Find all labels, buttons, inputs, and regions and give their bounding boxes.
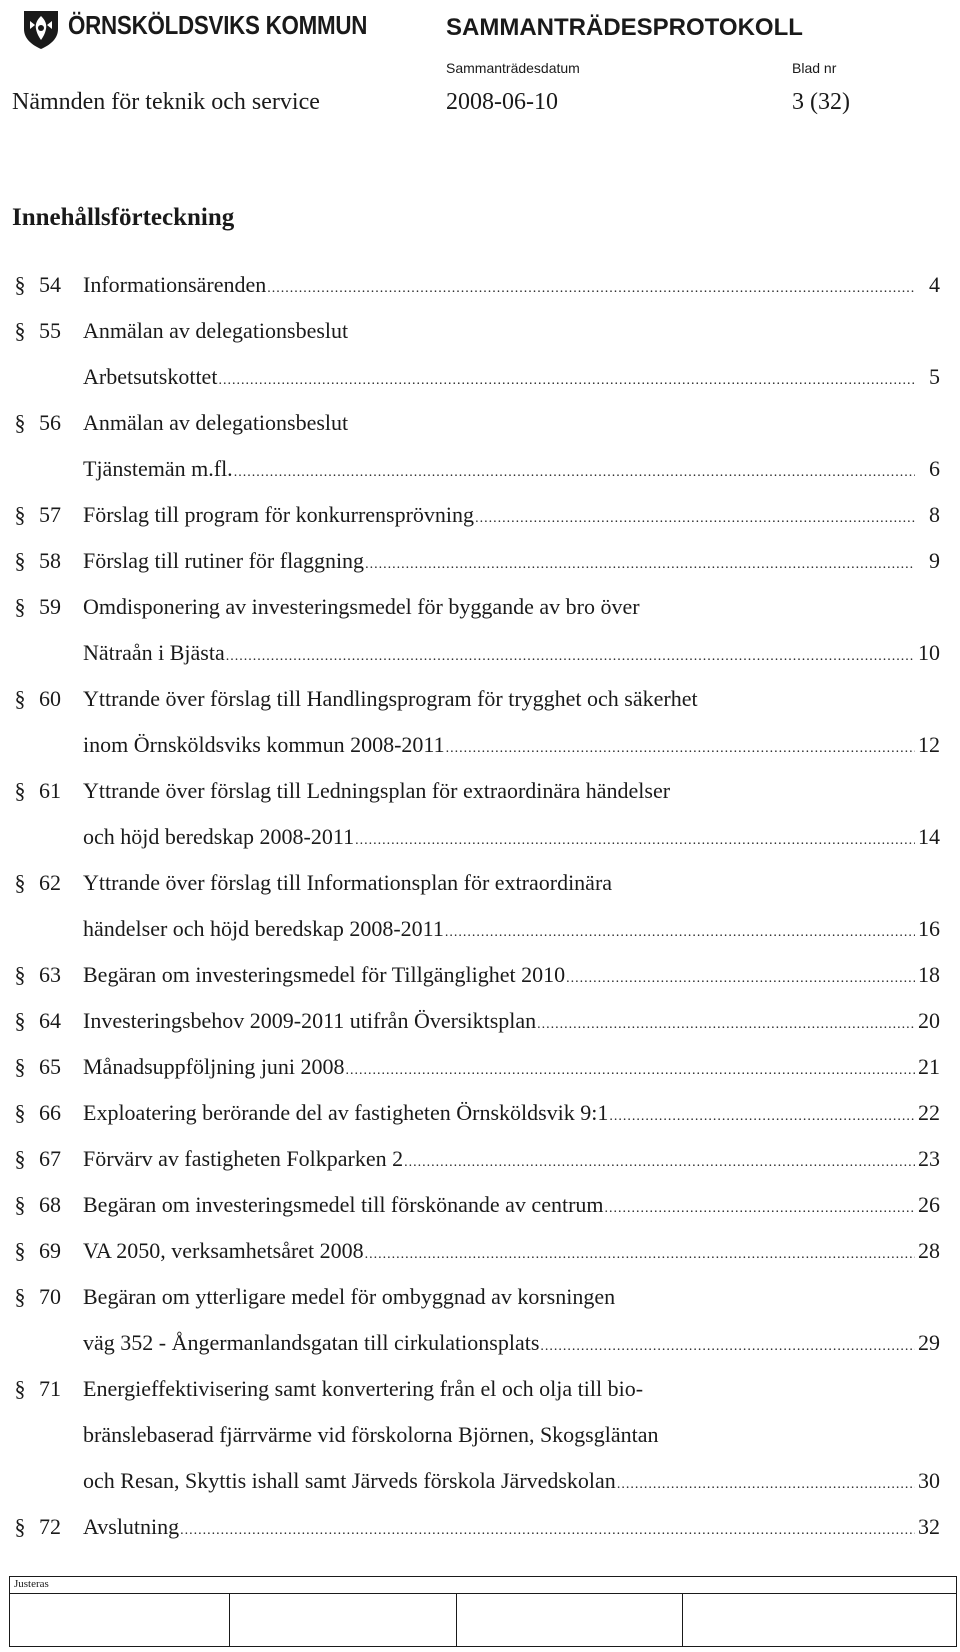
toc-entry-number: 69 xyxy=(39,1238,61,1263)
section-symbol: § xyxy=(14,1238,26,1263)
toc-dot-leader xyxy=(267,266,915,312)
section-symbol: § xyxy=(14,1284,26,1309)
toc-row xyxy=(0,262,960,308)
toc-page-number: 9 xyxy=(929,548,940,573)
toc-line xyxy=(83,906,940,956)
signature-table-header xyxy=(10,1577,956,1594)
toc-entry xyxy=(0,1136,960,1182)
section-symbol: § xyxy=(14,686,26,711)
toc-entry-number: 63 xyxy=(39,962,61,987)
toc-dot-leader xyxy=(180,1508,915,1554)
toc-dot-leader xyxy=(617,1462,915,1508)
toc-entry-title: Anmälan av delegationsbeslut xyxy=(83,410,349,435)
toc-row xyxy=(0,722,960,768)
document-type: SAMMANTRÄDESPROTOKOLL xyxy=(446,14,803,41)
signature-cell xyxy=(229,1594,457,1646)
toc-entry xyxy=(0,492,960,538)
toc-line xyxy=(83,814,940,864)
toc-entry-title: Nätraån i Bjästa xyxy=(83,640,225,665)
toc-entry-number: 72 xyxy=(39,1514,61,1539)
toc-entry-title: Yttrande över förslag till Ledningsplan för extraordinära händelser xyxy=(83,778,671,803)
section-symbol: § xyxy=(14,1514,26,1539)
toc-row xyxy=(0,860,960,906)
toc-row xyxy=(0,1090,960,1136)
toc-row xyxy=(0,952,960,998)
toc-entry-title: Omdisponering av investeringsmedel för byggande av bro över xyxy=(83,594,640,619)
toc-entry xyxy=(0,1504,960,1550)
toc-entry-title: bränslebaserad fjärrvärme vid förskolorna Björnen, Skogsgläntan xyxy=(83,1422,659,1447)
toc-page-number: 12 xyxy=(918,732,940,757)
page-number-label: Blad nr xyxy=(792,60,837,76)
toc-row xyxy=(0,354,960,400)
toc-line xyxy=(83,1090,940,1140)
toc-dot-leader xyxy=(234,450,915,496)
section-symbol: § xyxy=(14,870,26,895)
toc-line xyxy=(83,584,940,630)
toc-page-number: 16 xyxy=(918,916,940,941)
toc-line xyxy=(83,952,940,1002)
toc-page-number: 20 xyxy=(918,1008,940,1033)
toc-entry-title: och höjd beredskap 2008-2011 xyxy=(83,824,355,849)
toc-line xyxy=(83,492,940,542)
section-symbol: § xyxy=(14,1376,26,1401)
toc-line xyxy=(83,630,940,680)
section-symbol: § xyxy=(14,1100,26,1125)
organization-name: ÖRNSKÖLDSVIKS KOMMUN xyxy=(68,10,368,40)
section-symbol: § xyxy=(14,548,26,573)
toc-entry-number: 57 xyxy=(39,502,61,527)
toc-dot-leader xyxy=(566,956,915,1002)
section-symbol: § xyxy=(14,272,26,297)
toc-entry-number: 65 xyxy=(39,1054,61,1079)
toc-dot-leader xyxy=(446,726,915,772)
toc-line xyxy=(83,1044,940,1094)
toc-entry xyxy=(0,584,960,676)
toc-line xyxy=(83,1136,940,1186)
section-symbol: § xyxy=(14,318,26,343)
section-symbol: § xyxy=(14,1008,26,1033)
toc-line xyxy=(83,446,940,496)
toc-page-number: 26 xyxy=(918,1192,940,1217)
toc-row xyxy=(0,1274,960,1320)
toc-row xyxy=(0,446,960,492)
toc-entry xyxy=(0,998,960,1044)
toc-dot-leader xyxy=(537,1002,915,1048)
toc-line xyxy=(83,308,940,354)
toc-line xyxy=(83,262,940,312)
toc-entry xyxy=(0,1228,960,1274)
toc-entry-number: 62 xyxy=(39,870,61,895)
toc-line xyxy=(83,538,940,588)
toc-entry-number: 61 xyxy=(39,778,61,803)
toc-line xyxy=(83,1320,940,1370)
toc-entry xyxy=(0,676,960,768)
toc-entry-title: Energieffektivisering samt konvertering från el och olja till bio- xyxy=(83,1376,644,1401)
toc-line xyxy=(83,1366,940,1412)
section-symbol: § xyxy=(14,410,26,435)
toc-line xyxy=(83,676,940,722)
toc-entry-title: Exploatering berörande del av fastigheten Örnsköldsvik 9:1 xyxy=(83,1100,609,1125)
toc-line xyxy=(83,1504,940,1554)
toc-page-number: 28 xyxy=(918,1238,940,1263)
toc-dot-leader xyxy=(365,1232,915,1278)
toc-entry xyxy=(0,860,960,952)
toc-entry-title: inom Örnsköldsviks kommun 2008-2011 xyxy=(83,732,445,757)
toc-entry-number: 60 xyxy=(39,686,61,711)
toc-row xyxy=(0,1366,960,1412)
toc-row xyxy=(0,630,960,676)
signature-cell xyxy=(456,1594,683,1646)
toc-entry-number: 71 xyxy=(39,1376,61,1401)
section-symbol: § xyxy=(14,1054,26,1079)
toc-entry xyxy=(0,1090,960,1136)
toc-row xyxy=(0,676,960,722)
toc-entry-title: Anmälan av delegationsbeslut xyxy=(83,318,349,343)
toc-entry xyxy=(0,400,960,492)
toc-dot-leader xyxy=(365,542,915,588)
toc-entry-title: Begäran om investeringsmedel för Tillgänglighet 2010 xyxy=(83,962,566,987)
toc-page-number: 6 xyxy=(929,456,940,481)
toc-row xyxy=(0,814,960,860)
section-symbol: § xyxy=(14,594,26,619)
toc-line xyxy=(83,1458,940,1508)
toc-entry-number: 67 xyxy=(39,1146,61,1171)
toc-dot-leader xyxy=(609,1094,915,1140)
toc-line xyxy=(83,998,940,1048)
toc-entry-number: 64 xyxy=(39,1008,61,1033)
toc-line xyxy=(83,768,940,814)
toc-page-number: 10 xyxy=(918,640,940,665)
toc-entry xyxy=(0,1182,960,1228)
signature-table xyxy=(9,1576,957,1647)
toc-row xyxy=(0,1504,960,1550)
toc-dot-leader xyxy=(605,1186,915,1232)
toc-row xyxy=(0,1182,960,1228)
toc-entry xyxy=(0,1044,960,1090)
signature-cell xyxy=(10,1594,230,1646)
toc-line xyxy=(83,1412,940,1458)
toc-entry-title: Yttrande över förslag till Informationsplan för extraordinära xyxy=(83,870,613,895)
toc-entry-title: och Resan, Skyttis ishall samt Järveds förskola Järvedskolan xyxy=(83,1468,616,1493)
section-symbol: § xyxy=(14,502,26,527)
toc-page-number: 18 xyxy=(918,962,940,987)
toc-entry-title: Förslag till rutiner för flaggning xyxy=(83,548,365,573)
toc-entry-title: Yttrande över förslag till Handlingsprogram för trygghet och säkerhet xyxy=(83,686,698,711)
toc-row xyxy=(0,308,960,354)
toc-entry-title: Begäran om investeringsmedel till förskönande av centrum xyxy=(83,1192,604,1217)
toc-entry-number: 56 xyxy=(39,410,61,435)
toc-entry xyxy=(0,308,960,400)
toc-page-number: 4 xyxy=(929,272,940,297)
toc-line xyxy=(83,860,940,906)
toc-entry-number: 68 xyxy=(39,1192,61,1217)
toc-row xyxy=(0,584,960,630)
toc-line xyxy=(83,722,940,772)
toc-entry-number: 55 xyxy=(39,318,61,343)
toc-page-number: 30 xyxy=(918,1468,940,1493)
toc-dot-leader xyxy=(218,358,915,404)
toc-entry-title: Tjänstemän m.fl. xyxy=(83,456,233,481)
toc-row xyxy=(0,906,960,952)
toc-dot-leader xyxy=(475,496,915,542)
toc-dot-leader xyxy=(226,634,915,680)
toc-dot-leader xyxy=(540,1324,915,1370)
toc-row xyxy=(0,1136,960,1182)
toc-page-number: 14 xyxy=(918,824,940,849)
municipal-crest-icon xyxy=(18,5,64,51)
toc-row xyxy=(0,1412,960,1458)
toc-entry-title: Förslag till program för konkurrensprövning xyxy=(83,502,475,527)
toc-title: Innehållsförteckning xyxy=(12,204,235,231)
toc-line xyxy=(83,354,940,404)
toc-line xyxy=(83,1182,940,1232)
toc-entry-title: Investeringsbehov 2009-2011 utifrån Översiktsplan xyxy=(83,1008,537,1033)
toc-entry xyxy=(0,768,960,860)
toc-row xyxy=(0,998,960,1044)
toc-dot-leader xyxy=(404,1140,915,1186)
toc-row xyxy=(0,492,960,538)
toc-entry xyxy=(0,952,960,998)
toc-entry-title: Förvärv av fastigheten Folkparken 2 xyxy=(83,1146,404,1171)
toc-page-number: 23 xyxy=(918,1146,940,1171)
toc-line xyxy=(83,400,940,446)
toc-entry xyxy=(0,1274,960,1366)
toc-entry-title: Avslutning xyxy=(83,1514,180,1539)
toc-entry xyxy=(0,538,960,584)
toc-entry-number: 58 xyxy=(39,548,61,573)
toc-entry-number: 70 xyxy=(39,1284,61,1309)
section-symbol: § xyxy=(14,962,26,987)
table-of-contents xyxy=(0,262,960,1550)
toc-line xyxy=(83,1228,940,1278)
toc-entry-title: händelser och höjd beredskap 2008-2011 xyxy=(83,916,444,941)
meeting-date: 2008-06-10 xyxy=(446,89,558,115)
section-symbol: § xyxy=(14,1146,26,1171)
toc-row xyxy=(0,1044,960,1090)
toc-entry-title: Månadsuppföljning juni 2008 xyxy=(83,1054,345,1079)
toc-row xyxy=(0,400,960,446)
section-symbol: § xyxy=(14,1192,26,1217)
toc-entry-number: 54 xyxy=(39,272,61,297)
toc-dot-leader xyxy=(355,818,915,864)
toc-row xyxy=(0,768,960,814)
toc-entry-number: 66 xyxy=(39,1100,61,1125)
toc-dot-leader xyxy=(346,1048,915,1094)
toc-page-number: 32 xyxy=(918,1514,940,1539)
toc-entry xyxy=(0,1366,960,1504)
toc-page-number: 5 xyxy=(929,364,940,389)
toc-row xyxy=(0,1458,960,1504)
signature-label: Justeras xyxy=(14,1578,49,1590)
page-number: 3 (32) xyxy=(792,89,850,115)
meeting-date-label: Sammanträdesdatum xyxy=(446,60,580,76)
toc-row xyxy=(0,538,960,584)
toc-page-number: 8 xyxy=(929,502,940,527)
toc-entry xyxy=(0,262,960,308)
toc-page-number: 22 xyxy=(918,1100,940,1125)
toc-entry-title: väg 352 - Ångermanlandsgatan till cirkulationsplats xyxy=(83,1330,540,1355)
section-symbol: § xyxy=(14,778,26,803)
toc-line xyxy=(83,1274,940,1320)
toc-page-number: 21 xyxy=(918,1054,940,1079)
toc-entry-title: Informationsärenden xyxy=(83,272,267,297)
toc-entry-title: Begäran om ytterligare medel för ombyggnad av korsningen xyxy=(83,1284,616,1309)
toc-entry-number: 59 xyxy=(39,594,61,619)
committee-name: Nämnden för teknik och service xyxy=(12,89,320,115)
toc-dot-leader xyxy=(445,910,915,956)
toc-row xyxy=(0,1228,960,1274)
toc-row xyxy=(0,1320,960,1366)
toc-entry-title: Arbetsutskottet xyxy=(83,364,218,389)
toc-entry-title: VA 2050, verksamhetsåret 2008 xyxy=(83,1238,364,1263)
toc-page-number: 29 xyxy=(918,1330,940,1355)
